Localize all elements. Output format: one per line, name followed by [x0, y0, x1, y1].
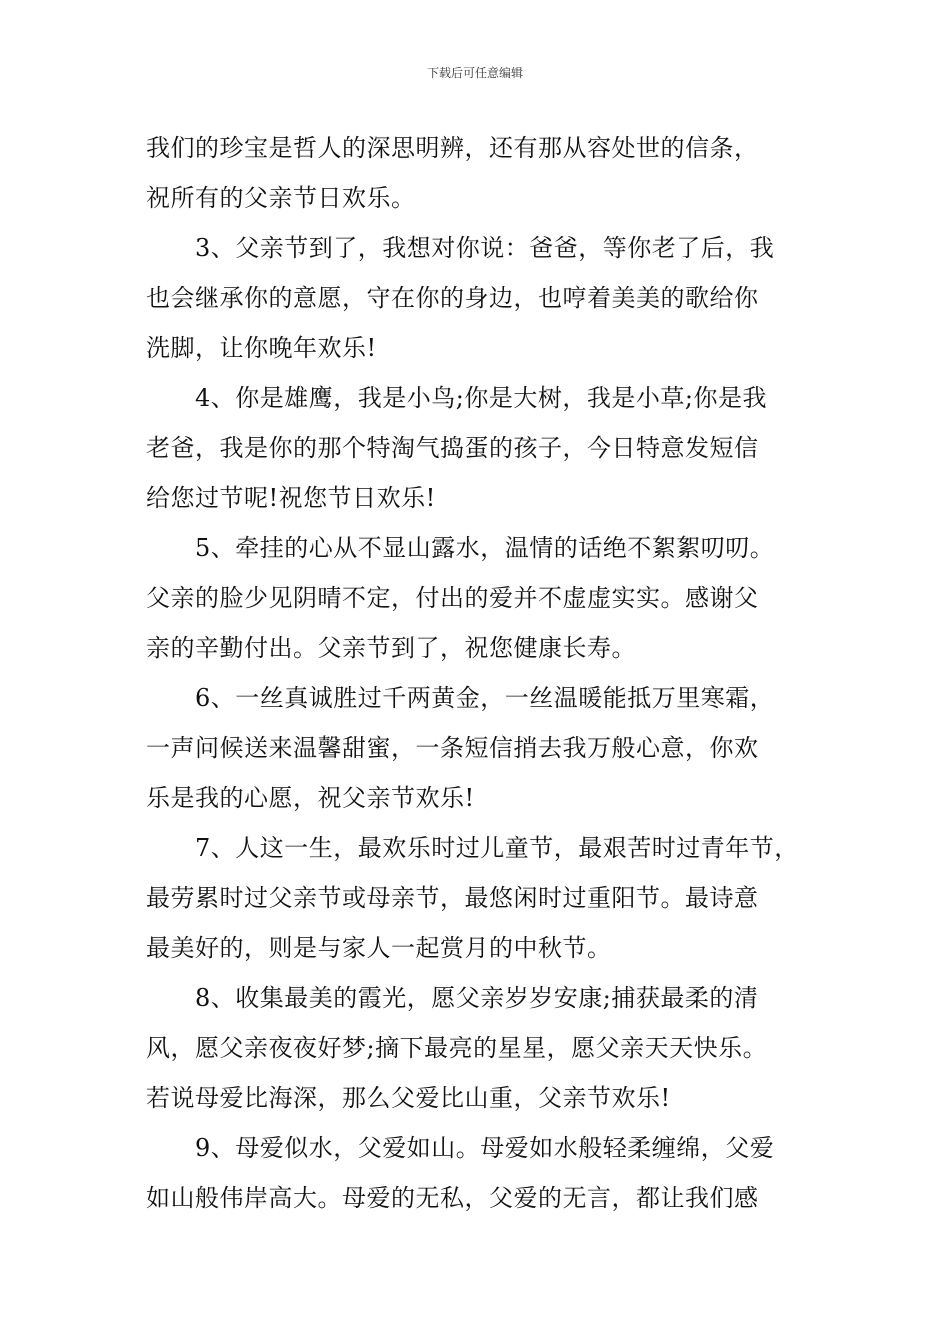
- text-line: 我们的珍宝是哲人的深思明辨，还有那从容处世的信条，: [146, 134, 759, 162]
- text-line: 7、人这一生，最欢乐时过儿童节，最艰苦时过青年节，: [146, 834, 799, 862]
- text-line: 洗脚，让你晚年欢乐!: [146, 334, 377, 362]
- text-line: 6、一丝真诚胜过千两黄金，一丝温暖能抵万里寒霜，: [146, 684, 775, 712]
- text-line: 乐是我的心愿，祝父亲节欢乐!: [146, 784, 475, 812]
- text-line: 如山般伟岸高大。母爱的无私，父爱的无言，都让我们感: [146, 1184, 759, 1212]
- text-line: 最劳累时过父亲节或母亲节，最悠闲时过重阳节。最诗意: [146, 884, 759, 912]
- text-line: 亲的辛勤付出。父亲节到了，祝您健康长寿。: [146, 634, 636, 662]
- text-line: 最美好的，则是与家人一起赏月的中秋节。: [146, 934, 612, 962]
- page-header: 下载后可任意编辑: [426, 66, 523, 80]
- text-line: 老爸，我是你的那个特淘气捣蛋的孩子，今日特意发短信: [146, 434, 759, 462]
- text-line: 祝所有的父亲节日欢乐。: [146, 184, 416, 212]
- text-line: 风，愿父亲夜夜好梦;摘下最亮的星星，愿父亲天天快乐。: [146, 1034, 768, 1062]
- text-line: 5、牵挂的心从不显山露水，温情的话绝不絮絮叨叨。: [146, 534, 775, 562]
- text-line: 8、收集最美的霞光，愿父亲岁岁安康;捕获最柔的清: [146, 984, 759, 1012]
- document-body: [146, 123, 826, 1223]
- text-line: 给您过节呢!祝您节日欢乐!: [146, 484, 436, 512]
- text-line: 一声问候送来温馨甜蜜，一条短信捎去我万般心意，你欢: [146, 734, 759, 762]
- text-line: 9、母爱似水，父爱如山。母爱如水般轻柔缠绵，父爱: [146, 1134, 775, 1162]
- text-line: 4、你是雄鹰，我是小鸟;你是大树，我是小草;你是我: [146, 384, 767, 412]
- text-line: 也会继承你的意愿，守在你的身边，也哼着美美的歌给你: [146, 284, 759, 312]
- text-line: 若说母爱比海深，那么父爱比山重，父亲节欢乐!: [146, 1084, 671, 1112]
- text-line: 3、父亲节到了，我想对你说：爸爸，等你老了后，我: [146, 234, 775, 262]
- text-line: 父亲的脸少见阴晴不定，付出的爱并不虚虚实实。感谢父: [146, 584, 759, 612]
